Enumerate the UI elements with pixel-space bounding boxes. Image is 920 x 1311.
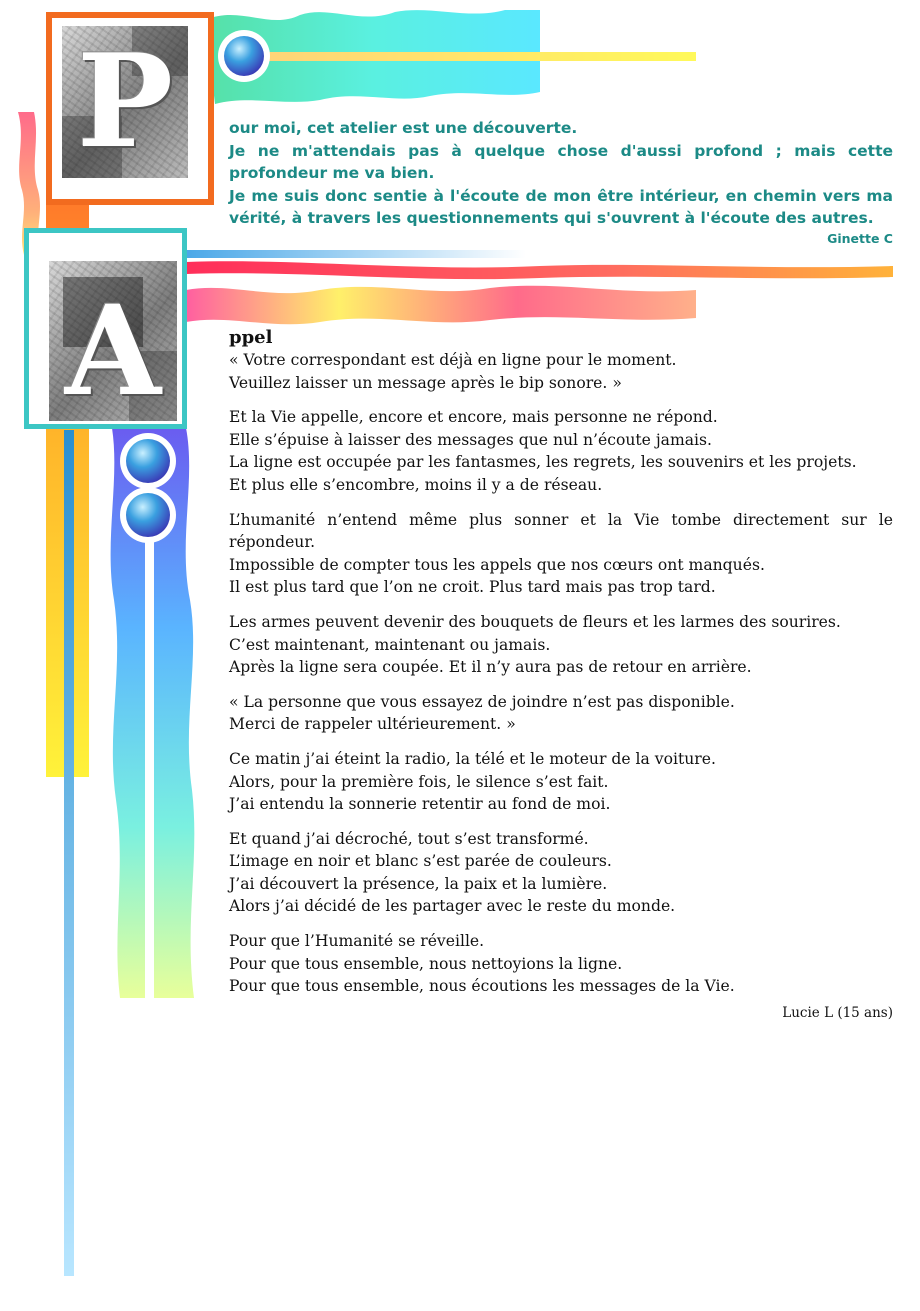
- poem-line: J’ai découvert la présence, la paix et la lumière.: [229, 874, 608, 893]
- poem-line: Ce matin j’ai éteint la radio, la télé et le moteur de la voiture.: [229, 749, 716, 768]
- drop-cap-art-a: [49, 261, 177, 421]
- orb-icon: [218, 30, 270, 82]
- poem-line: Merci de rappeler ultérieurement. »: [229, 715, 516, 734]
- stanza-3: [229, 509, 893, 599]
- poem-author: Lucie L (15 ans): [782, 1004, 893, 1021]
- poem-line: Pour que tous ensemble, nous écoutions les messages de la Vie.: [229, 977, 735, 996]
- poem-line: Veuillez laisser un message après le bip sonore. »: [229, 373, 622, 392]
- poem-line: Et plus elle s’encombre, moins il y a de réseau.: [229, 475, 603, 494]
- intro-paragraph-1: our moi, cet atelier est une découverte.: [229, 119, 578, 137]
- stanza-5: [229, 691, 893, 736]
- orb-icon: [120, 487, 176, 543]
- stanza-2: [229, 406, 893, 496]
- drop-cap-letter-a: A: [64, 279, 162, 421]
- drop-cap-tile-a: [24, 228, 187, 429]
- stanza-7: [229, 828, 893, 918]
- stanza-4: [229, 611, 893, 679]
- poem-title: ppel: [229, 327, 273, 348]
- poem-line: Après la ligne sera coupée. Et il n’y aura pas de retour en arrière.: [229, 658, 752, 677]
- poem-line: L’image en noir et blanc s’est parée de couleurs.: [229, 852, 612, 871]
- poem-line: Alors, pour la première fois, le silence s’est fait.: [229, 772, 609, 791]
- poem-line: Pour que l’Humanité se réveille.: [229, 932, 485, 951]
- poem-line: Elle s’épuise à laisser des messages que nul n’écoute jamais.: [229, 430, 713, 449]
- poem-line: Il est plus tard que l’on ne croit. Plus tard mais pas trop tard.: [229, 578, 716, 597]
- drop-cap-art-p: [62, 26, 188, 178]
- poem-line: Et quand j’ai décroché, tout s’est transformé.: [229, 829, 589, 848]
- poem-line: L’humanité n’entend même plus sonner et la Vie tombe directement sur le répondeur.: [229, 510, 893, 552]
- poem-line: « La personne que vous essayez de joindre n’est pas disponible.: [229, 692, 735, 711]
- poem-line: Impossible de compter tous les appels que nos cœurs ont manqués.: [229, 555, 765, 574]
- stanza-1: [229, 327, 893, 394]
- stanza-6: [229, 748, 893, 816]
- poem-line: C’est maintenant, maintenant ou jamais.: [229, 635, 551, 654]
- poem-line: Pour que tous ensemble, nous nettoyions la ligne.: [229, 954, 623, 973]
- poem-appel: [229, 327, 893, 1036]
- poem-line: La ligne est occupée par les fantasmes, les regrets, les souvenirs et les projets.: [229, 453, 857, 472]
- poem-line: Les armes peuvent devenir des bouquets de fleurs et les larmes des sourires.: [229, 612, 841, 631]
- intro-paragraph-2: Je ne m'attendais pas à quelque chose d'aussi profond ; mais cette profondeur me va bien.: [229, 141, 893, 182]
- drop-cap-tile-p: [46, 12, 214, 205]
- poem-line: Alors j’ai décidé de les partager avec le reste du monde.: [229, 897, 676, 916]
- drop-cap-letter-p: P: [76, 27, 174, 177]
- orb-icon: [120, 433, 176, 489]
- poem-line: J’ai entendu la sonnerie retentir au fond de moi.: [229, 795, 611, 814]
- testimony-ginette: [229, 117, 893, 248]
- poem-line: Et la Vie appelle, encore et encore, mais personne ne répond.: [229, 408, 718, 427]
- intro-paragraph-3: Je me suis donc sentie à l'écoute de mon être intérieur, en chemin vers ma vérité, à travers les questionnements qui s'ouvrent à l'écoute des autres.: [229, 186, 893, 227]
- poem-line: « Votre correspondant est déjà en ligne pour le moment.: [229, 351, 677, 369]
- intro-author: Ginette C: [827, 230, 893, 246]
- stanza-8: [229, 930, 893, 998]
